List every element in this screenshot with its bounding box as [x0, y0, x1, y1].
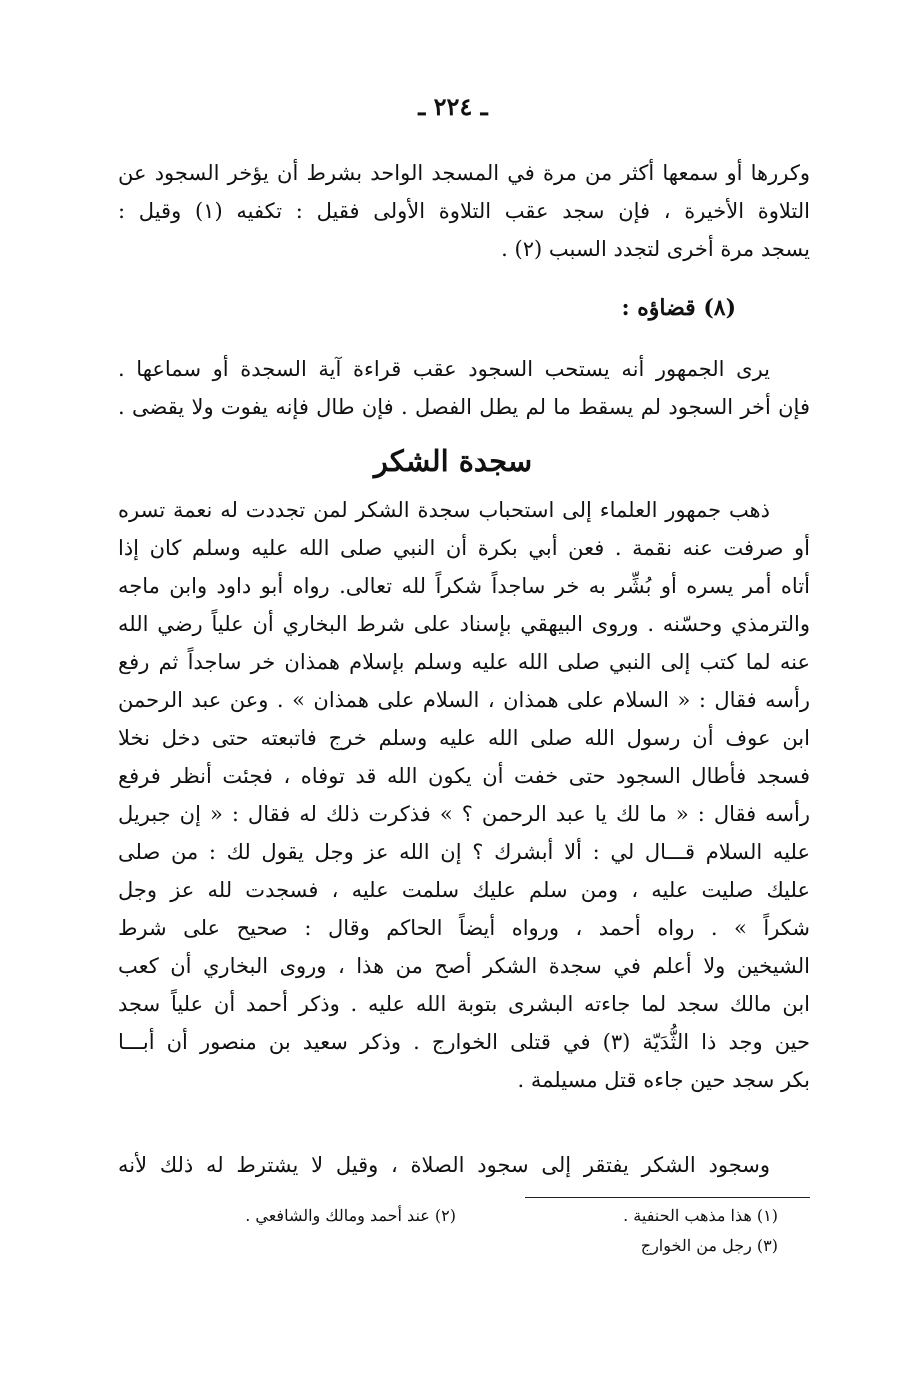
- text-line: التلاوة الأخيرة ، فإن سجد عقب التلاوة الأولى فقيل : تكفيه (١) وقيل :: [118, 199, 810, 223]
- text-line: بكر سجد حين جاءه قتل مسيلمة .: [517, 1068, 810, 1092]
- footnote-2: (٢) عند أحمد ومالك والشافعي .: [245, 1206, 456, 1225]
- text-line: رأسه فقال : « السلام على همذان ، السلام على همذان » . وعن عبد الرحمن: [118, 688, 810, 712]
- text-line: فسجد فأطال السجود حتى خفت أن يكون الله قد توفاه ، فجئت أنظر فرفع: [118, 764, 810, 788]
- text-line: يرى الجمهور أنه يستحب السجود عقب قراءة آية السجدة أو سماعها .: [118, 357, 770, 381]
- text-line: شكراً » . رواه أحمد ، ورواه أيضاً الحاكم وقال : صحيح على شرط: [118, 916, 810, 940]
- page-number: ـ ٢٢٤ ـ: [418, 92, 488, 121]
- footnote-3: (٣) رجل من الخوارج: [640, 1236, 778, 1255]
- paragraph-shukr-conditions: [118, 1146, 810, 1184]
- subheading-qada: (٨) قضاؤه :: [621, 295, 736, 321]
- text-line: ذهب جمهور العلماء إلى استحباب سجدة الشكر لمن تجددت له نعمة تسره: [118, 498, 770, 522]
- text-line: الشيخين ولا أعلم في سجدة الشكر أصح من هذا ، وروى البخاري أن كعب: [118, 954, 810, 978]
- text-line: ابن مالك سجد لما جاءته البشرى بتوبة الله عليه . وذكر أحمد أن علياً سجد: [118, 992, 810, 1016]
- footnote-1: (١) هذا مذهب الحنفية .: [623, 1206, 778, 1225]
- text-line: عليك صليت عليه ، ومن سلم عليك سلمت عليه ، فسجدت لله عز وجل: [118, 878, 810, 902]
- paragraph-continuation: [118, 154, 810, 268]
- text-line: ابن عوف أن رسول الله صلى الله عليه وسلم خرج فاتبعته حتى دخل نخلا: [118, 726, 810, 750]
- footnote-divider: [525, 1197, 810, 1198]
- paragraph-sajdat-shukr: [118, 491, 810, 1099]
- text-line: فإن أخر السجود لم يسقط ما لم يطل الفصل . فإن طال فإنه يفوت ولا يقضى .: [118, 395, 810, 419]
- text-line: أتاه أمر يسره أو بُشِّر به خر ساجداً شكراً لله تعالى. رواه أبو داود وابن ماجه: [118, 574, 810, 598]
- text-line: عليه السلام قـــال لي : ألا أبشرك ؟ إن الله عز وجل يقول لك : من صلى: [118, 840, 810, 864]
- text-line: والترمذي وحسّنه . وروى البيهقي بإسناد على شرط البخاري أن علياً رضي الله: [118, 612, 810, 636]
- text-line: أو صرفت عنه نقمة . فعن أبي بكرة أن النبي صلى الله عليه وسلم كان إذا: [118, 536, 810, 560]
- paragraph-qada: [118, 350, 810, 426]
- text-line: وسجود الشكر يفتقر إلى سجود الصلاة ، وقيل لا يشترط له ذلك لأنه: [118, 1153, 770, 1177]
- text-line: رأسه فقال : « ما لك يا عبد الرحمن ؟ » فذكرت ذلك له فقال : « إن جبريل: [118, 802, 810, 826]
- text-line: وكررها أو سمعها أكثر من مرة في المسجد الواحد بشرط أن يؤخر السجود عن: [118, 161, 810, 185]
- text-line: حين وجد ذا الثُّدَيّة (٣) في قتلى الخوارج . وذكر سعيد بن منصور أن أبـــا: [118, 1030, 810, 1054]
- section-title: سجدة الشكر: [373, 444, 533, 478]
- text-line: يسجد مرة أخرى لتجدد السبب (٢) .: [501, 237, 810, 261]
- text-line: عنه لما كتب إلى النبي صلى الله عليه وسلم بإسلام همذان خر ساجداً ثم رفع: [118, 650, 810, 674]
